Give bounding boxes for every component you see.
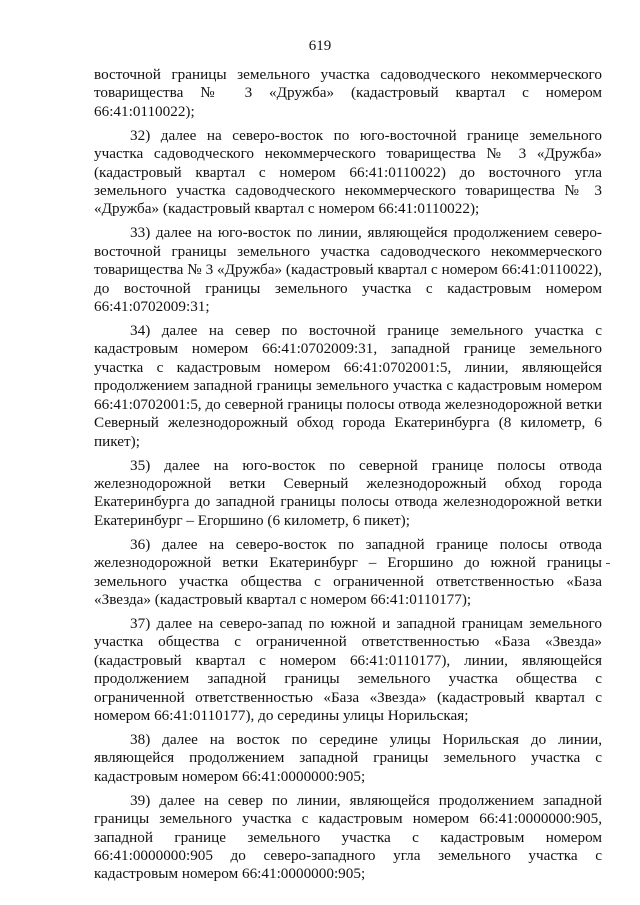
document-body [94,66,602,889]
paragraph-item-34: 34) далее на север по восточной границе земельного участка с кадастровым номером 66:41:0702009:31, западной границе земельного участка с кадастровым номером 66:41:0702001:5, линии, являющейся продолжением западной границы земельного участка с кадастровым номером 66:41:0702001:5, до северной границы полосы отвода железнодорожной ветки Северный железнодорожный обход города Екатеринбурга (8 километр, 6 пикет); [94,322,602,450]
paragraph-item-32: 32) далее на северо-восток по юго-восточной границе земельного участка садоводческого некоммерческого товарищества № 3 «Дружба» (кадастровый квартал с номером 66:41:0110022) до восточного угла земельного участка садоводческого некоммерческого товарищества № 3 «Дружба» (кадастровый квартал с номером 66:41:0110022); [94,126,602,218]
scan-artifact-mark [606,563,610,564]
paragraph-item-36: 36) далее на северо-восток по западной границе полосы отвода железнодорожной ветки Екатеринбург – Егоршино до южной границы земельного участка общества с ограниченной ответственностью «База «Звезда» (кадастровый квартал с номером 66:41:0110177); [94,535,602,608]
page-number: 619 [308,38,332,54]
paragraph-continuation: восточной границы земельного участка садоводческого некоммерческого товарищества № 3 «Дружба» (кадастровый квартал с номером 66:41:0110022); [94,66,602,120]
paragraph-item-35: 35) далее на юго-восток по северной границе полосы отвода железнодорожной ветки Северный железнодорожный обход города Екатеринбурга до западной границы полосы отвода железнодорожной ветки Екатеринбург – Егоршино (6 километр, 6 пикет); [94,456,602,529]
paragraph-item-37: 37) далее на северо-запад по южной и западной границам земельного участка общества с ограниченной ответственностью «База «Звезда» (кадастровый квартал с номером 66:41:0110177), линии, являющейся продолжением западной границы земельного участка общества с ограниченной ответственностью «База «Звезда» (кадастровый квартал с номером 66:41:0110177), до середины улицы Норильская; [94,614,602,724]
paragraph-item-39: 39) далее на север по линии, являющейся продолжением западной границы земельного участка с кадастровым номером 66:41:0000000:905, западной границе земельного участка с кадастровым номером 66:41:0000000:905 до северо-западного угла земельного участка с кадастровым номером 66:41:0000000:905; [94,791,602,883]
paragraph-item-38: 38) далее на восток по середине улицы Норильская до линии, являющейся продолжением западной границы земельного участка с кадастровым номером 66:41:0000000:905; [94,730,602,785]
paragraph-item-33: 33) далее на юго-восток по линии, являющейся продолжением северо-восточной границы земельного участка садоводческого некоммерческого товарищества № 3 «Дружба» (кадастровый квартал с номером 66:41:0110022), до восточной границы земельного участка с кадастровым номером 66:41:0702009:31; [94,224,602,316]
